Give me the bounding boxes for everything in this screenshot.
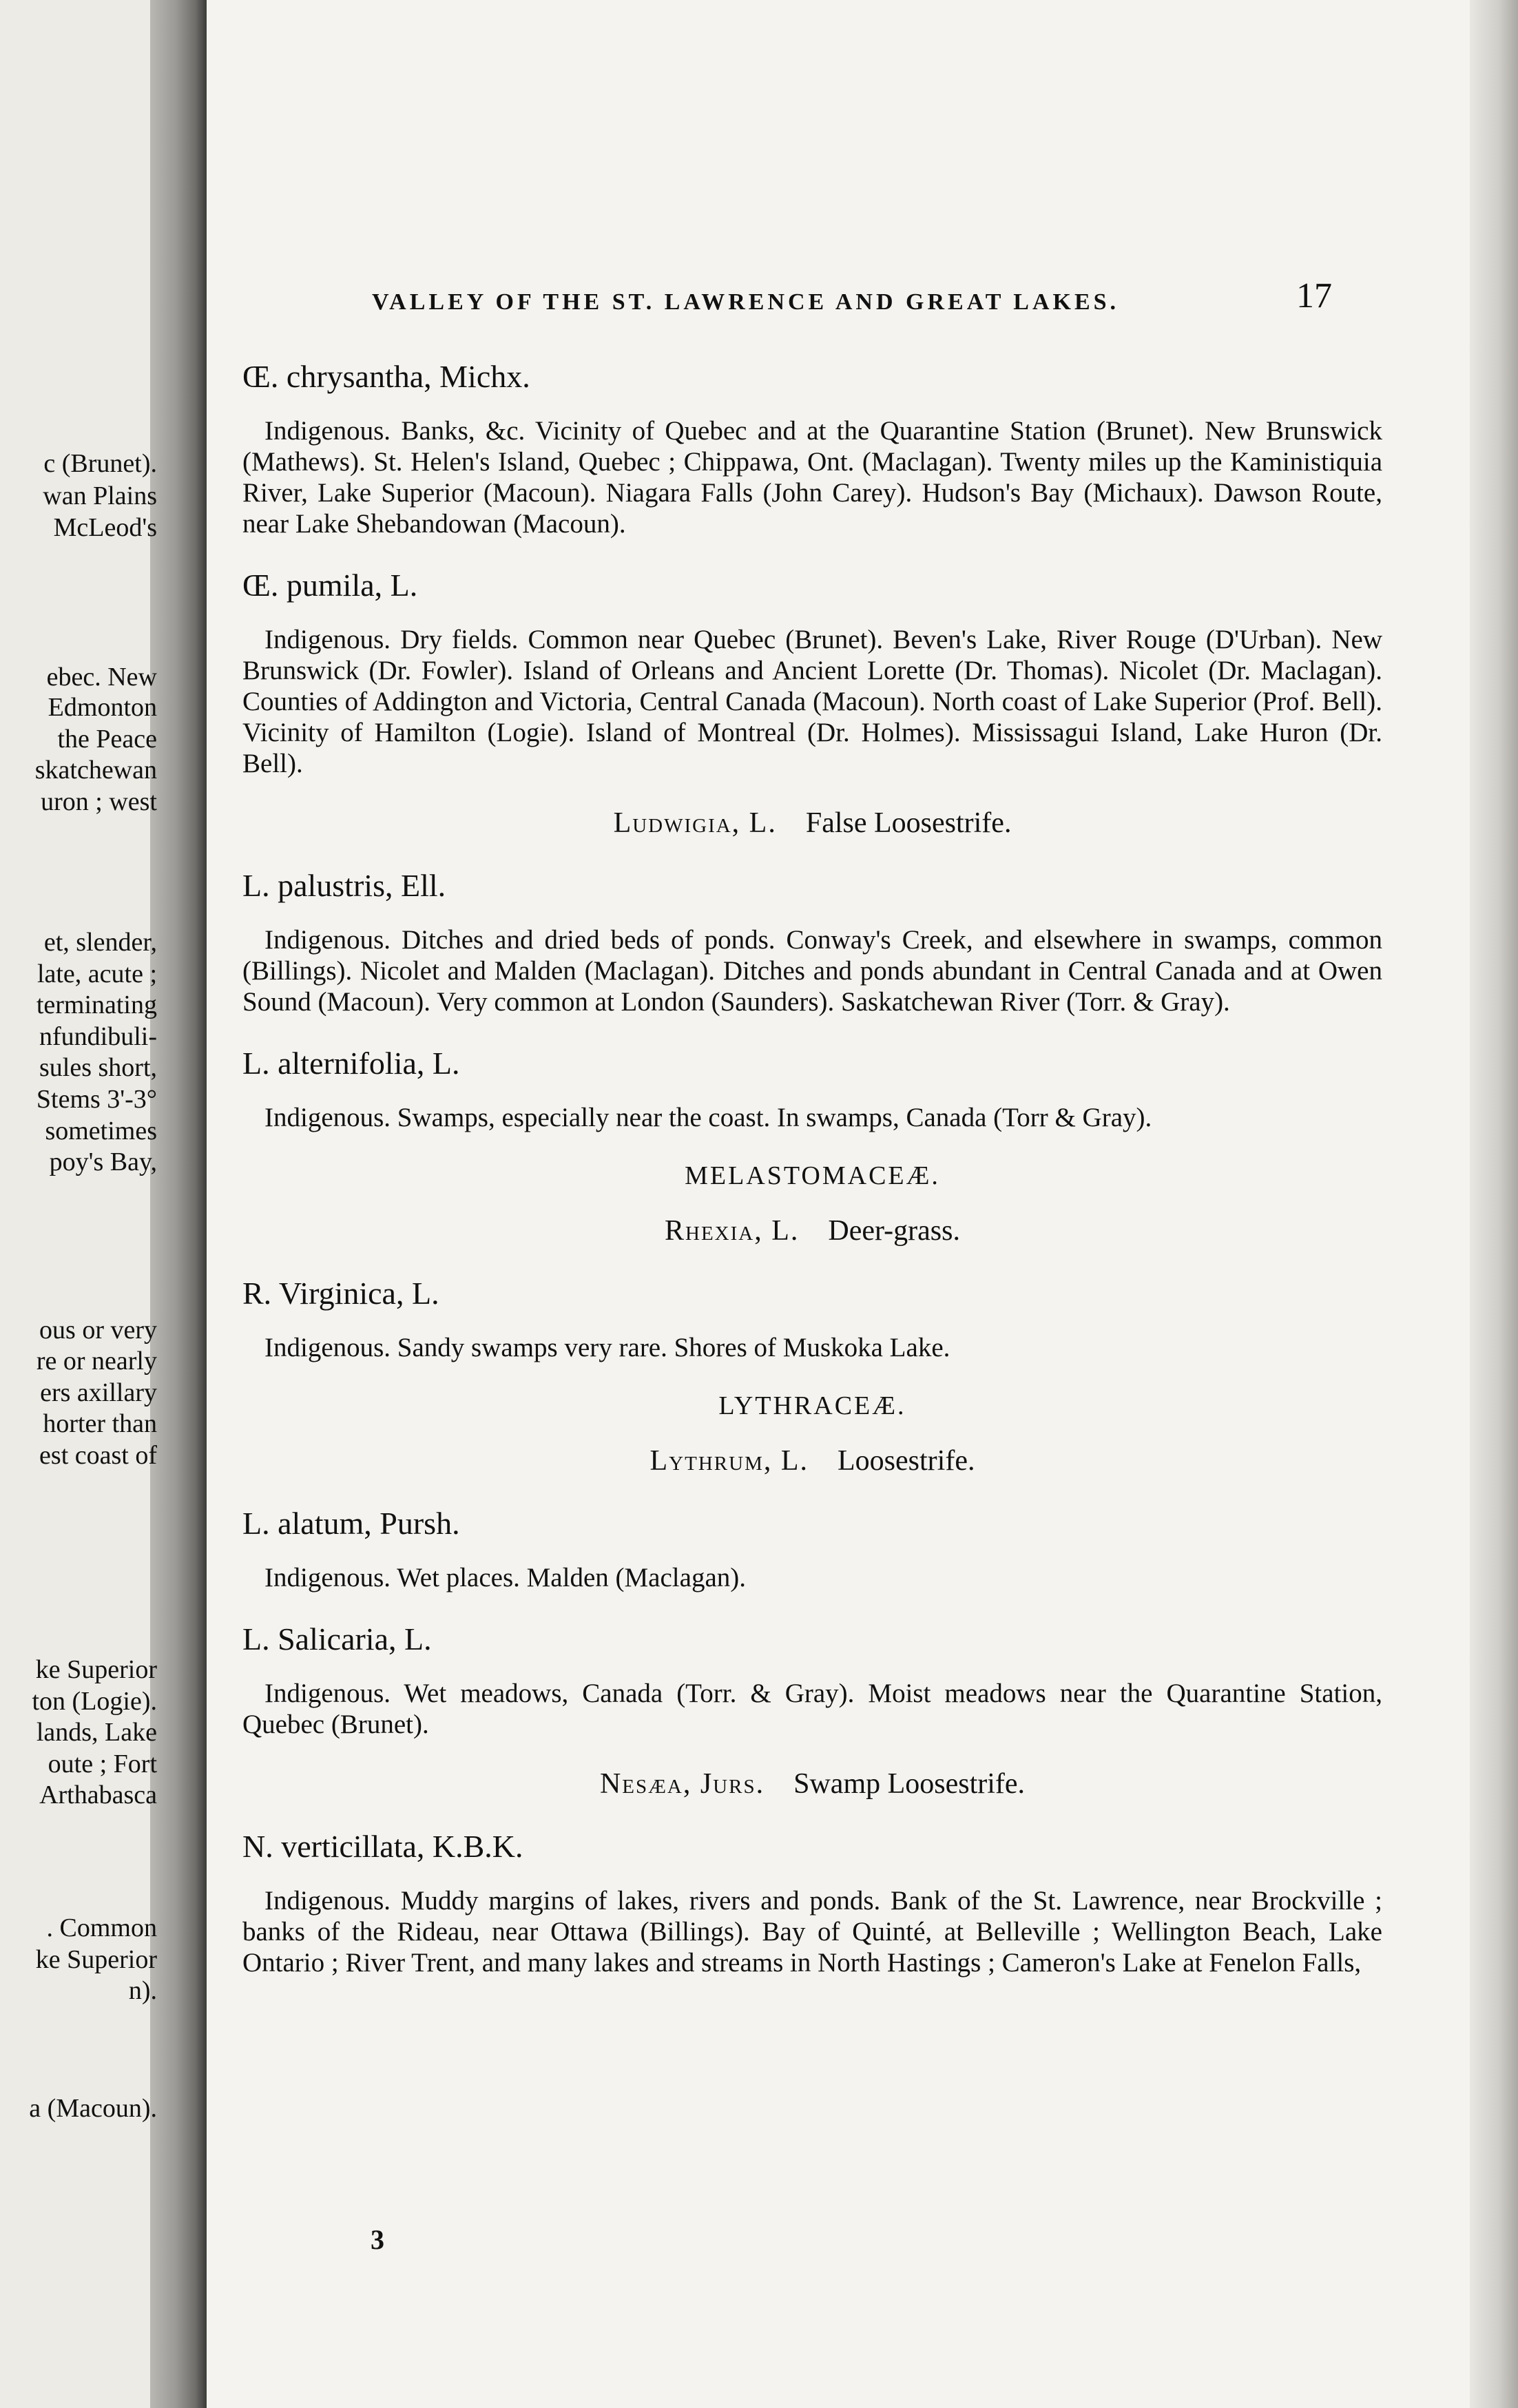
left-page-fragment: Stems 3'-3° <box>36 1085 157 1114</box>
species-entry <box>242 1505 1382 1593</box>
species-description: Indigenous. Ditches and dried beds of ponds. Conway's Creek, and elsewhere in swamps, common (Billings). Nicolet and Malden (Maclagan). Ditches and ponds abundant in Central Canada and at Owen Sound (Macoun). Very common at London (Saunders). Saskatchewan River (Torr. & Gray). <box>242 925 1382 1017</box>
species-name: N. verticillata, K.B.K. <box>242 1829 523 1864</box>
species-description: Indigenous. Wet places. Malden (Maclagan). <box>264 1563 746 1592</box>
species-name: L. palustris, Ell. <box>242 868 446 903</box>
genus-name: Lythrum, L. <box>649 1445 809 1477</box>
family-heading: MELASTOMACEÆ. <box>685 1161 940 1190</box>
left-page-fragment: ton (Logie). <box>32 1687 157 1716</box>
species-entry <box>242 358 1382 539</box>
page-edge-shadow <box>1470 0 1518 2408</box>
species-description: Indigenous. Swamps, especially near the coast. In swamps, Canada (Torr & Gray). <box>264 1103 1152 1132</box>
species-entry <box>242 867 1382 1017</box>
species-entry <box>242 1828 1382 1978</box>
left-page-fragment: ke Superior <box>35 1655 157 1684</box>
left-page-fragment: n). <box>128 1976 157 2005</box>
page-number: 17 <box>1296 276 1332 315</box>
species-entry <box>242 1045 1382 1133</box>
genus-heading <box>242 1444 1382 1477</box>
left-page-fragment: horter than <box>43 1409 157 1438</box>
left-page-fragment: ke Superior <box>35 1945 157 1974</box>
running-head: VALLEY OF THE ST. LAWRENCE AND GREAT LAKES. <box>372 289 1120 315</box>
left-page-fragment: terminating <box>36 990 157 1019</box>
species-name: Œ. chrysantha, Michx. <box>242 359 530 394</box>
page-body <box>242 358 1382 2006</box>
left-page-fragment: et, slender, <box>43 928 157 957</box>
left-page-fragment: ers axillary <box>40 1378 157 1407</box>
genus-common-name: Swamp Loosestrife. <box>793 1768 1026 1800</box>
book-gutter <box>150 0 207 2408</box>
species-description: Indigenous. Wet meadows, Canada (Torr. & Gray). Moist meadows near the Quarantine Station, Quebec (Brunet). <box>242 1679 1382 1739</box>
family-heading: LYTHRACEÆ. <box>718 1391 906 1420</box>
left-page-fragment: re or nearly <box>36 1347 157 1376</box>
genus-heading <box>242 1214 1382 1247</box>
genus-name: Nesæa, Jurs. <box>599 1768 765 1800</box>
genus-heading <box>242 807 1382 840</box>
genus-heading <box>242 1767 1382 1800</box>
genus-common-name: False Loosestrife. <box>805 807 1012 839</box>
left-page-fragment: est coast of <box>39 1441 157 1470</box>
species-name: L. alatum, Pursh. <box>242 1506 460 1541</box>
left-page-fragment: a (Macoun). <box>29 2094 157 2123</box>
species-entry <box>242 1621 1382 1740</box>
species-name: L. Salicaria, L. <box>242 1621 432 1657</box>
left-page-fragment: nfundibuli- <box>39 1022 157 1051</box>
species-entry <box>242 567 1382 779</box>
species-description: Indigenous. Dry fields. Common near Quebec (Brunet). Beven's Lake, River Rouge (D'Urban). New Brunswick (Dr. Fowler). Island of Orleans and Ancient Lorette (Dr. Thomas). Nicolet (Dr. Maclagan). Counties of Addington and Victoria, Central Canada (Macoun). North coast of Lake Superior (Prof. Bell). Vicinity of Hamilton (Logie). Island of Montreal (Dr. Holmes). Mississagui Island, Lake Huron (Dr. Bell). <box>242 625 1382 778</box>
book-page <box>207 0 1470 2408</box>
species-entry <box>242 1275 1382 1363</box>
left-page-fragment: lands, Lake <box>36 1718 157 1747</box>
left-page-fragment: ous or very <box>39 1316 157 1345</box>
left-page-fragment: late, acute ; <box>37 959 157 988</box>
signature-mark: 3 <box>371 2224 384 2255</box>
species-description: Indigenous. Muddy margins of lakes, rivers and ponds. Bank of the St. Lawrence, near Brockville ; banks of the Rideau, near Ottawa (Billings). Bay of Quinté, at Belleville ; Wellington Beach, Lake Ontario ; River Trent, and many lakes and streams in North Hastings ; Cameron's Lake at Fenelon Falls, <box>242 1886 1382 1978</box>
left-page-fragment: poy's Bay, <box>49 1148 157 1176</box>
genus-name: Rhexia, L. <box>665 1215 800 1247</box>
genus-name: Ludwigia, L. <box>613 807 777 839</box>
left-page-fragment: Arthabasca <box>39 1781 157 1809</box>
genus-common-name: Loosestrife. <box>838 1445 975 1477</box>
species-name: L. alternifolia, L. <box>242 1046 460 1081</box>
species-description: Indigenous. Sandy swamps very rare. Shores of Muskoka Lake. <box>264 1333 950 1362</box>
left-page-fragment: Edmonton <box>48 693 157 722</box>
left-page-fragment: c (Brunet). <box>43 449 157 478</box>
left-page-fragment: wan Plains <box>43 481 157 510</box>
left-page-fragment: sometimes <box>45 1117 157 1145</box>
species-description: Indigenous. Banks, &c. Vicinity of Quebec and at the Quarantine Station (Brunet). New Brunswick (Mathews). St. Helen's Island, Quebec ; Chippawa, Ont. (Maclagan). Twenty miles up the Kaministiquia River, Lake Superior (Macoun). Niagara Falls (John Carey). Hudson's Bay (Michaux). Dawson Route, near Lake Shebandowan (Macoun). <box>242 416 1382 539</box>
left-page-fragment: . Common <box>46 1913 157 1942</box>
left-page-fragment: McLeod's <box>53 513 157 542</box>
left-page-fragment: ebec. New <box>46 663 157 692</box>
species-name: Œ. pumila, L. <box>242 568 418 603</box>
left-page-fragment: skatchewan <box>34 756 157 785</box>
genus-common-name: Deer-grass. <box>828 1215 960 1247</box>
left-page-fragment: uron ; west <box>41 787 157 816</box>
left-page-fragment: the Peace <box>57 725 157 754</box>
left-facing-page <box>0 0 207 2408</box>
left-page-fragment: oute ; Fort <box>48 1750 157 1778</box>
left-page-fragment: sules short, <box>39 1053 157 1082</box>
species-name: R. Virginica, L. <box>242 1276 439 1311</box>
